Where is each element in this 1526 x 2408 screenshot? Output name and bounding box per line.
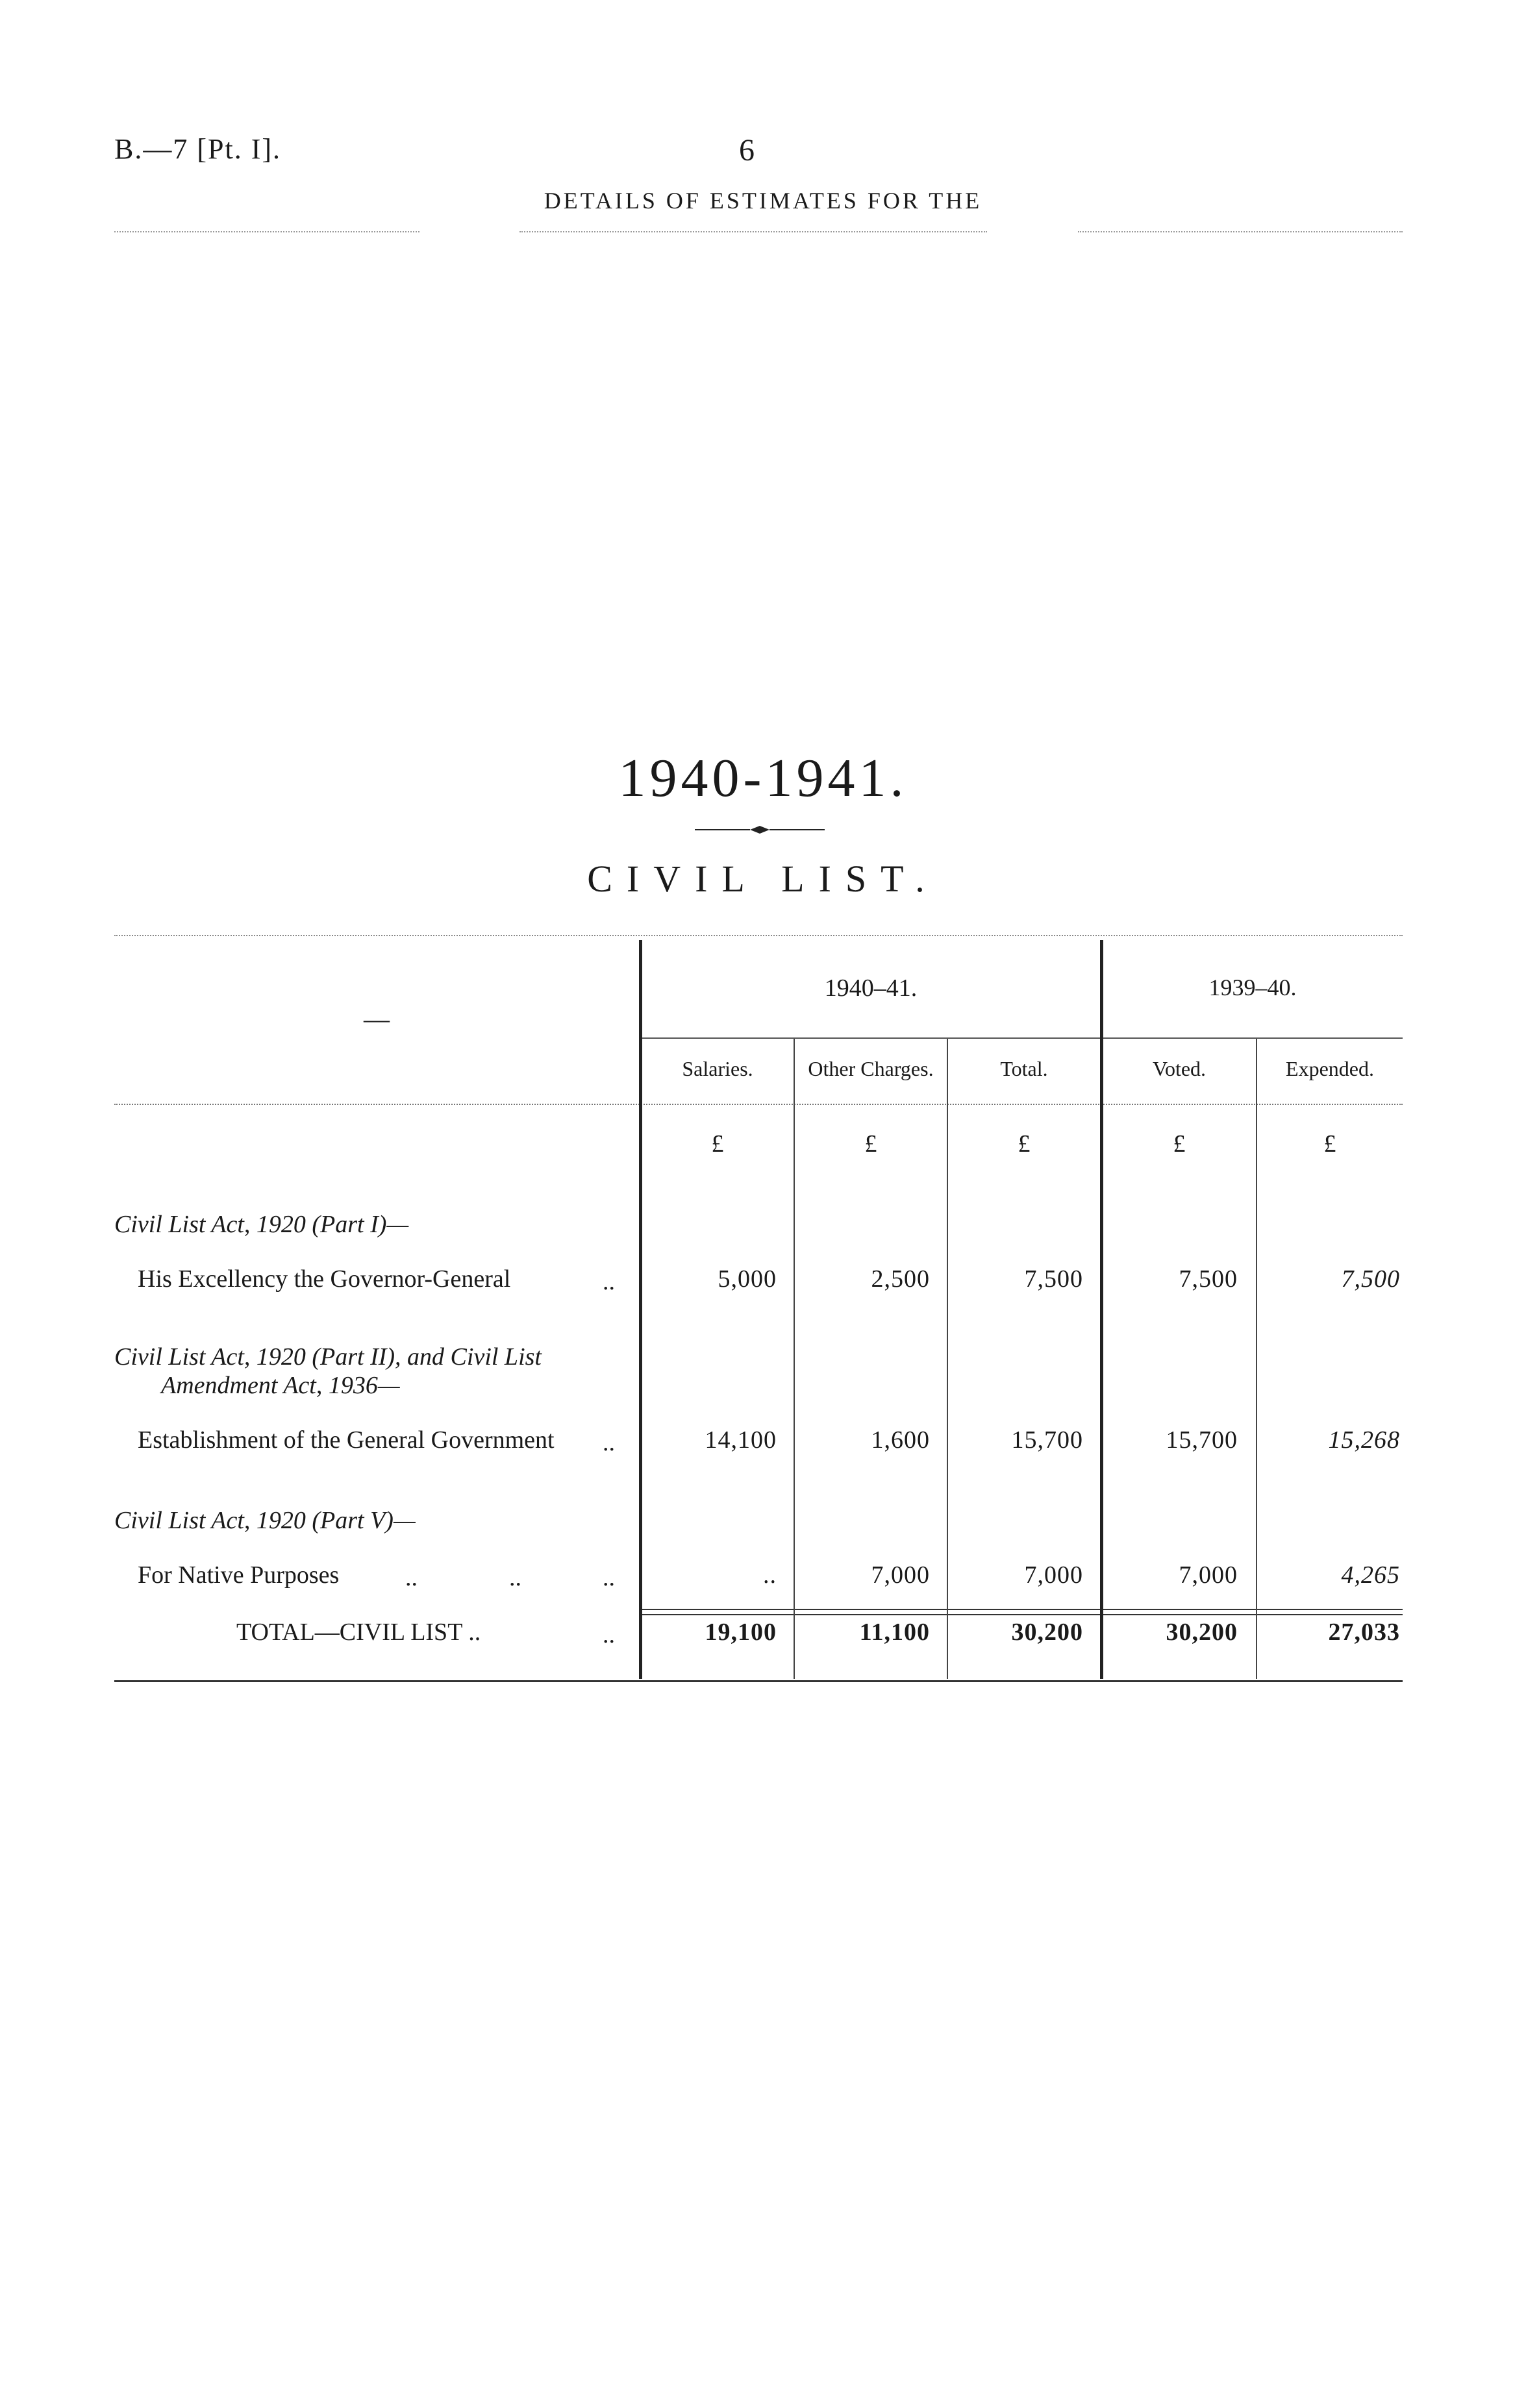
value-total: 15,700: [1011, 1426, 1083, 1454]
value-expended: 7,500: [1341, 1265, 1400, 1293]
table-bottom-rule: [114, 1680, 1403, 1682]
column-header-rule: [114, 1104, 1403, 1105]
currency-symbol: £: [1323, 1130, 1336, 1158]
column-header-other-charges: Other Charges.: [808, 1057, 934, 1080]
value-expended: 15,268: [1328, 1426, 1400, 1454]
section-heading: Civil List Act, 1920 (Part II), and Civil List: [114, 1343, 542, 1371]
value-other-charges: 2,500: [871, 1265, 930, 1293]
total-other-charges: 11,100: [859, 1619, 930, 1646]
total-top-double-rule-2: [640, 1614, 1403, 1615]
total-top-double-rule-1: [640, 1609, 1403, 1610]
column-header-expended: Expended.: [1286, 1057, 1374, 1080]
running-title: DETAILS OF ESTIMATES FOR THE: [544, 188, 982, 214]
header-dotted-rule-center: [519, 231, 987, 232]
section-heading: Civil List Act, 1920 (Part I)—: [114, 1211, 409, 1238]
dot-leader: ..: [603, 1429, 615, 1456]
table-top-rule: [114, 935, 1403, 936]
dot-leader: ..: [603, 1564, 615, 1591]
header-dotted-rule-left: [114, 231, 419, 232]
dot-leader: ..: [509, 1564, 521, 1591]
stub-header: —: [364, 1004, 390, 1034]
value-total: 7,500: [1024, 1265, 1083, 1293]
currency-symbol: £: [1018, 1130, 1031, 1158]
dot-leader: ..: [603, 1621, 615, 1648]
dot-leader: ..: [405, 1564, 418, 1591]
group-header-1939-40: 1939–40.: [1208, 974, 1297, 1000]
column-header-voted: Voted.: [1152, 1057, 1207, 1080]
line-item-label: Establishment of the General Government: [138, 1426, 555, 1454]
document-reference: B.—7 [Pt. I].: [114, 133, 281, 165]
line-item-label: His Excellency the Governor-General: [138, 1265, 511, 1293]
estimate-year-title: 1940-1941.: [618, 748, 908, 808]
column-header-salaries: Salaries.: [682, 1057, 753, 1080]
value-salaries: 14,100: [705, 1426, 777, 1454]
section-heading-continued: Amendment Act, 1936—: [161, 1372, 400, 1399]
currency-symbol: £: [711, 1130, 724, 1158]
group-header-rule: [640, 1037, 1403, 1039]
value-salaries: ..: [763, 1561, 777, 1589]
column-header-total: Total.: [1000, 1057, 1048, 1080]
title-ornament-divider: [695, 823, 825, 836]
header-dotted-rule-right: [1078, 231, 1403, 232]
value-voted: 7,000: [1179, 1561, 1238, 1589]
section-subtitle: CIVIL LIST.: [587, 858, 939, 900]
total-label: TOTAL—CIVIL LIST ..: [236, 1619, 481, 1646]
value-other-charges: 7,000: [871, 1561, 930, 1589]
total-voted: 30,200: [1166, 1619, 1238, 1646]
group-header-1940-41: 1940–41.: [824, 974, 918, 1002]
value-voted: 15,700: [1166, 1426, 1238, 1454]
line-item-label: For Native Purposes: [138, 1561, 340, 1589]
total-salaries: 19,100: [705, 1619, 777, 1646]
page-number: 6: [739, 133, 755, 168]
currency-symbol: £: [864, 1130, 877, 1158]
dot-leader: ..: [603, 1268, 615, 1295]
total-expended: 27,033: [1328, 1619, 1400, 1646]
value-salaries: 5,000: [718, 1265, 777, 1293]
value-total: 7,000: [1024, 1561, 1083, 1589]
value-voted: 7,500: [1179, 1265, 1238, 1293]
value-other-charges: 1,600: [871, 1426, 930, 1454]
value-expended: 4,265: [1341, 1561, 1400, 1589]
currency-symbol: £: [1173, 1130, 1186, 1158]
section-heading: Civil List Act, 1920 (Part V)—: [114, 1507, 416, 1534]
total-total: 30,200: [1011, 1619, 1083, 1646]
